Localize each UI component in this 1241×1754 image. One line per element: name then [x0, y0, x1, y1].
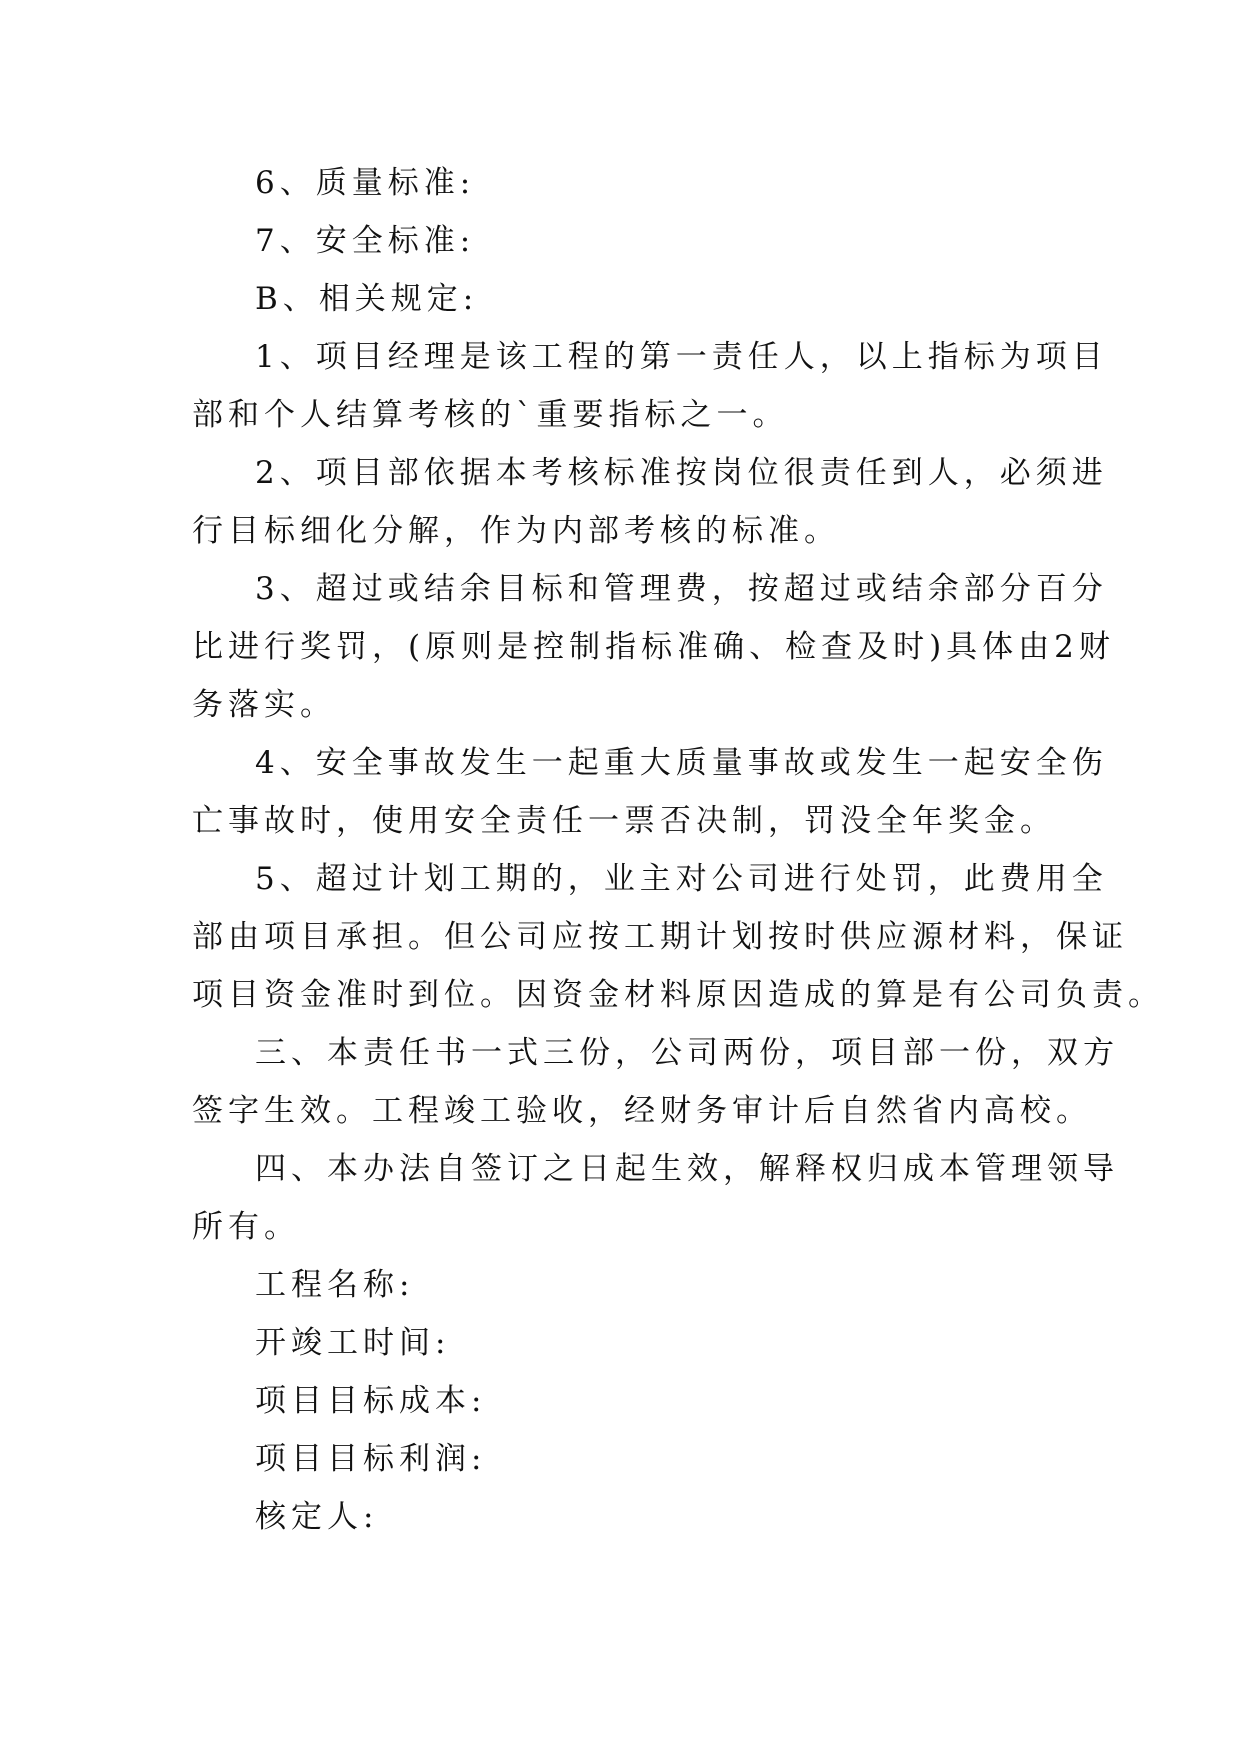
target-cost-field-label: 项目目标成本: [255, 1383, 487, 1419]
rule-1-line-1: 1、项目经理是该工程的第一责任人，以上指标为项目 [255, 339, 1108, 375]
project-name-field-label: 工程名称: [255, 1267, 415, 1303]
rule-3-line-2: 比进行奖罚，(原则是控制指标准确、检查及时)具体由2财 [192, 629, 1115, 665]
clause-3-line-2: 签字生效。工程竣工验收，经财务审计后自然省内高校。 [192, 1093, 1092, 1129]
rule-2-line-1: 2、项目部依据本考核标准按岗位很责任到人，必须进 [255, 455, 1108, 491]
rule-5-line-1: 5、超过计划工期的，业主对公司进行处罚，此费用全 [255, 861, 1108, 897]
document-body [192, 154, 1164, 1546]
rule-1-line-2: 部和个人结算考核的`重要指标之一。 [192, 397, 789, 433]
rule-5-line-3: 项目资金准时到位。因资金材料原因造成的算是有公司负责。 [192, 977, 1164, 1013]
rule-4-line-1: 4、安全事故发生一起重大质量事故或发生一起安全伤 [255, 745, 1108, 781]
clause-4-line-2: 所有。 [192, 1209, 300, 1245]
approver-field-label: 核定人: [255, 1499, 379, 1535]
rule-4-line-2: 亡事故时，使用安全责任一票否决制，罚没全年奖金。 [192, 803, 1056, 839]
clause-3-line-1: 三、本责任书一式三份，公司两份，项目部一份，双方 [255, 1035, 1119, 1071]
safety-standard-line: 7、安全标准: [255, 223, 476, 259]
start-completion-time-field-label: 开竣工时间: [255, 1325, 451, 1361]
rule-2-line-2: 行目标细化分解，作为内部考核的标准。 [192, 513, 840, 549]
rule-3-line-3: 务落实。 [192, 687, 336, 723]
target-profit-field-label: 项目目标利润: [255, 1441, 487, 1477]
rule-3-line-1: 3、超过或结余目标和管理费，按超过或结余部分百分 [255, 571, 1108, 607]
section-b-heading: B、相关规定: [255, 281, 479, 317]
rule-5-line-2: 部由项目承担。但公司应按工期计划按时供应源材料，保证 [192, 919, 1128, 955]
clause-4-line-1: 四、本办法自签订之日起生效，解释权归成本管理领导 [255, 1151, 1119, 1187]
quality-standard-line: 6、质量标准: [255, 165, 476, 201]
